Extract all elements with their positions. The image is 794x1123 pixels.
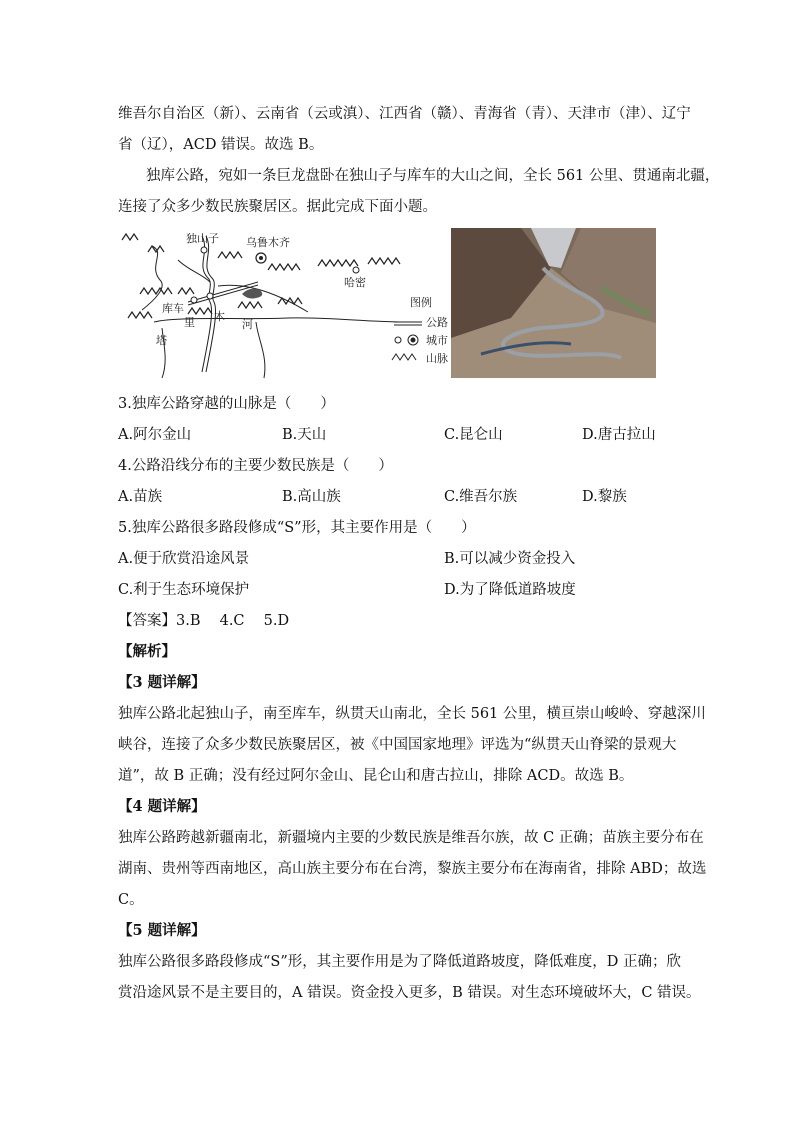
intro-line-1: 独库公路，宛如一条巨龙盘卧在独山子与库车的大山之间，全长 561 公里、贯通南北疆， bbox=[146, 168, 720, 184]
q5-detail-line-1: 独库公路很多路段修成“S”形，其主要作用是为了降低道路坡度，降低难度，D 正确；欣 bbox=[118, 954, 681, 970]
q4-option-d[interactable]: D.黎族 bbox=[582, 489, 627, 505]
route-map-svg bbox=[118, 222, 458, 382]
label-tarim-ta: 塔 bbox=[156, 334, 167, 347]
q3-detail-line-3: 道”，故 B 正确；没有经过阿尔金山、昆仑山和唐古拉山，排除 ACD。故选 B。 bbox=[118, 768, 634, 784]
label-tarim-he: 河 bbox=[242, 318, 253, 331]
legend-title: 图例 bbox=[410, 296, 432, 309]
q4-option-c[interactable]: C.维吾尔族 bbox=[444, 489, 518, 505]
q5-option-b[interactable]: B.可以减少资金投入 bbox=[444, 551, 576, 567]
q3-detail-line-2: 峡谷，连接了众多少数民族聚居区，被《中国国家地理》评选为“纵贯天山脊梁的景观大 bbox=[118, 737, 677, 753]
question-3-stem: 3.独库公路穿越的山脉是（ ） bbox=[118, 396, 335, 412]
q5-option-a[interactable]: A.便于欣赏沿途风景 bbox=[118, 551, 250, 567]
analysis-heading: 【解析】 bbox=[118, 643, 176, 660]
q4-option-a[interactable]: A.苗族 bbox=[118, 489, 163, 505]
legend-city: 城市 bbox=[426, 334, 448, 347]
winding-road-photo-svg bbox=[451, 228, 656, 378]
question-4-stem: 4.公路沿线分布的主要少数民族是（ ） bbox=[118, 458, 393, 474]
passage-line-2: 省（辽），ACD 错误。故选 B。 bbox=[118, 137, 324, 153]
label-tarim-mu: 木 bbox=[214, 310, 225, 323]
label-dushanzi: 独山子 bbox=[186, 232, 219, 245]
q3-detail-heading: 【3 题详解】 bbox=[118, 674, 206, 691]
city-markers bbox=[191, 247, 359, 303]
q3-option-c[interactable]: C.昆仑山 bbox=[444, 427, 503, 443]
passage-line-1: 维吾尔自治区（新）、云南省（云或滇）、江西省（赣）、青海省（青）、天津市（津）、辽宁 bbox=[118, 106, 691, 122]
q3-detail-line-1: 独库公路北起独山子，南至库车，纵贯天山南北，全长 561 公里，横亘崇山峻岭、穿越深川 bbox=[118, 706, 706, 722]
q3-option-d[interactable]: D.唐古拉山 bbox=[582, 427, 656, 443]
legend-symbols bbox=[392, 322, 422, 360]
q3-option-b[interactable]: B.天山 bbox=[282, 427, 327, 443]
q4-detail-line-3: C。 bbox=[118, 892, 144, 908]
label-hami: 哈密 bbox=[344, 276, 366, 289]
winding-road-photo bbox=[451, 228, 656, 378]
q5-detail-heading: 【5 题详解】 bbox=[118, 922, 206, 939]
lake-shape bbox=[242, 289, 262, 299]
q5-option-c[interactable]: C.利于生态环境保护 bbox=[118, 582, 250, 598]
legend-road: 公路 bbox=[426, 316, 448, 329]
q5-option-d[interactable]: D.为了降低道路坡度 bbox=[444, 582, 576, 598]
q4-detail-line-2: 湖南、贵州等西南地区，高山族主要分布在台湾，黎族主要分布在海南省，排除 ABD；故选 bbox=[118, 861, 707, 877]
intro-line-2: 连接了众多少数民族聚居区。据此完成下面小题。 bbox=[118, 199, 437, 215]
label-tarim-li: 里 bbox=[184, 316, 195, 329]
q4-detail-line-1: 独库公路跨越新疆南北，新疆境内主要的少数民族是维吾尔族，故 C 正确；苗族主要分布在 bbox=[118, 830, 704, 846]
route-map bbox=[118, 222, 458, 382]
q5-detail-line-2: 赏沿途风景不是主要目的，A 错误。资金投入更多，B 错误。对生态环境破坏大，C 错误。 bbox=[118, 985, 701, 1001]
label-kuche: 库车 bbox=[162, 302, 184, 315]
legend-mountain: 山脉 bbox=[426, 352, 448, 365]
question-5-stem: 5.独库公路很多路段修成“S”形，其主要作用是（ ） bbox=[118, 520, 476, 536]
q3-option-a[interactable]: A.阿尔金山 bbox=[118, 427, 192, 443]
label-urumqi: 乌鲁木齐 bbox=[246, 236, 290, 249]
highway-road bbox=[188, 236, 258, 372]
q4-option-b[interactable]: B.高山族 bbox=[282, 489, 341, 505]
q4-detail-heading: 【4 题详解】 bbox=[118, 798, 206, 815]
answer-line: 【答案】3.B 4.C 5.D bbox=[118, 613, 290, 629]
